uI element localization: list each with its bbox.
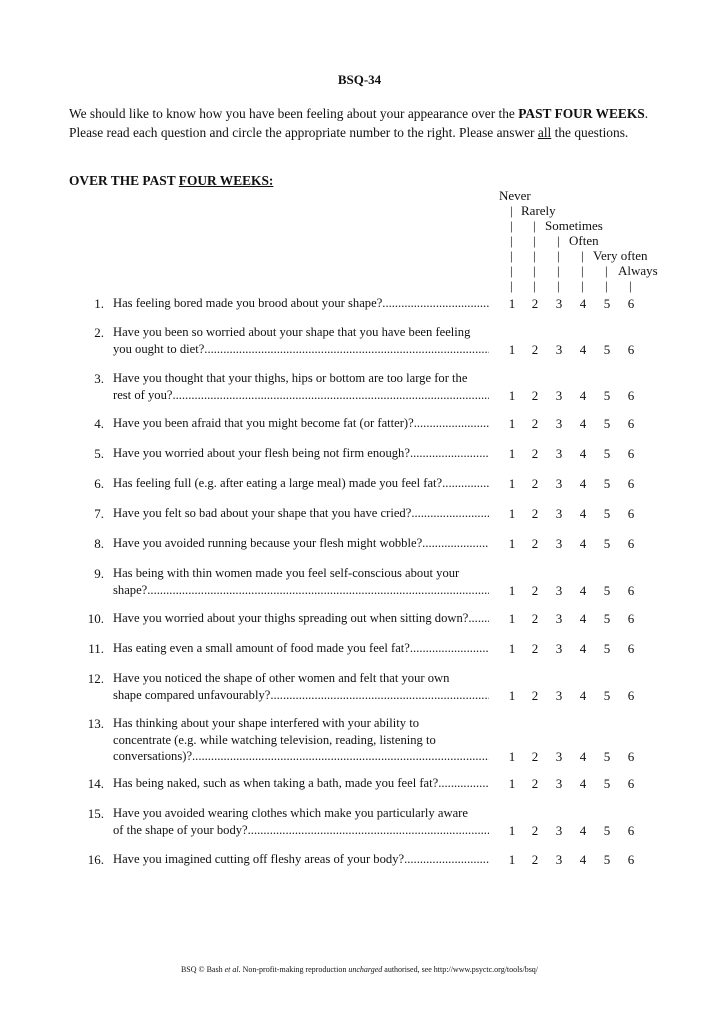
answer-option-4: 4 bbox=[579, 822, 587, 838]
question-number: 3. bbox=[94, 371, 104, 386]
scale-separator: | bbox=[557, 248, 560, 263]
answer-option-6: 6 bbox=[627, 776, 635, 791]
question-text: Have you been afraid that you might become fat (or fatter)? ..... bbox=[113, 416, 489, 431]
question-text: shape? ..... bbox=[113, 583, 489, 598]
answer-option-3: 3 bbox=[555, 852, 563, 867]
scale-label-very-often: Very often bbox=[593, 248, 648, 263]
footer-text-2: Non-profit-making reproduction bbox=[240, 965, 349, 974]
scale-separator: | bbox=[557, 233, 560, 248]
answer-option-1: 1 bbox=[508, 416, 516, 431]
question-number: 6. bbox=[94, 476, 104, 491]
answer-option-5: 5 bbox=[603, 611, 611, 626]
answer-option-1: 1 bbox=[508, 776, 516, 791]
scale-separator: | bbox=[581, 263, 584, 278]
question-number: 7. bbox=[94, 506, 104, 521]
question-number: 9. bbox=[94, 566, 104, 581]
scale-label-sometimes: Sometimes bbox=[545, 218, 603, 233]
answer-option-5: 5 bbox=[603, 416, 611, 431]
scale-separator: | bbox=[581, 248, 584, 263]
question-number: 1. bbox=[94, 296, 104, 311]
answer-option-3: 3 bbox=[555, 387, 563, 403]
answer-option-5: 5 bbox=[603, 582, 611, 598]
question-number: 4. bbox=[94, 416, 104, 431]
question-text: Have you avoided wearing clothes which make you particularly aware bbox=[113, 806, 468, 820]
intro-text-3: the questions. bbox=[551, 125, 629, 140]
answer-option-3: 3 bbox=[555, 611, 563, 626]
question-text: you ought to diet? ..... bbox=[113, 342, 489, 357]
question-text: shape compared unfavourably? ..... bbox=[113, 688, 489, 703]
scale-separator: | bbox=[533, 233, 536, 248]
answer-option-2: 2 bbox=[531, 582, 539, 598]
answer-option-5: 5 bbox=[603, 822, 611, 838]
answer-option-3: 3 bbox=[555, 446, 563, 461]
scale-separator: | bbox=[533, 218, 536, 233]
answer-option-1: 1 bbox=[508, 536, 516, 551]
answer-option-1: 1 bbox=[508, 822, 516, 838]
question-text: Have you avoided running because your flesh might wobble? ..... bbox=[113, 536, 489, 551]
answer-option-6: 6 bbox=[627, 687, 635, 703]
answer-option-4: 4 bbox=[579, 387, 587, 403]
answer-option-1: 1 bbox=[508, 749, 516, 764]
answer-option-5: 5 bbox=[603, 749, 611, 764]
footer-text-1: BSQ © Bash bbox=[180, 965, 225, 974]
scale-separator: | bbox=[581, 278, 584, 293]
scale-label-never: Never bbox=[499, 188, 531, 203]
copyright-footer bbox=[0, 965, 719, 974]
answer-option-5: 5 bbox=[603, 387, 611, 403]
scale-separator: | bbox=[605, 278, 608, 293]
answer-option-1: 1 bbox=[508, 446, 516, 461]
answer-option-1: 1 bbox=[508, 611, 516, 626]
answer-option-3: 3 bbox=[555, 822, 563, 838]
scale-separator: | bbox=[510, 263, 513, 278]
answer-option-1: 1 bbox=[508, 506, 516, 521]
question-number: 5. bbox=[94, 446, 104, 461]
answer-option-3: 3 bbox=[555, 296, 563, 311]
answer-option-5: 5 bbox=[603, 687, 611, 703]
answer-option-6: 6 bbox=[627, 536, 635, 551]
answer-option-4: 4 bbox=[579, 776, 587, 791]
question-number: 16. bbox=[87, 852, 104, 867]
answer-option-3: 3 bbox=[555, 687, 563, 703]
scale-separator: | bbox=[533, 248, 536, 263]
answer-option-3: 3 bbox=[555, 416, 563, 431]
intro-underlined-all: all bbox=[537, 125, 552, 140]
section-heading-underlined: FOUR WEEKS: bbox=[178, 173, 274, 188]
answer-option-6: 6 bbox=[627, 341, 635, 357]
scale-separator: | bbox=[510, 233, 513, 248]
question-text: Have you worried about your flesh being not firm enough? ..... bbox=[113, 446, 489, 461]
answer-option-2: 2 bbox=[531, 476, 539, 491]
question-number: 10. bbox=[87, 611, 104, 626]
answer-option-5: 5 bbox=[603, 341, 611, 357]
answer-option-4: 4 bbox=[579, 476, 587, 491]
answer-option-6: 6 bbox=[627, 852, 635, 867]
question-text: Have you imagined cutting off fleshy areas of your body? ..... bbox=[113, 852, 489, 867]
answer-option-4: 4 bbox=[579, 852, 587, 867]
answer-option-4: 4 bbox=[579, 341, 587, 357]
answer-option-4: 4 bbox=[579, 641, 587, 656]
answer-option-5: 5 bbox=[603, 536, 611, 551]
answer-option-2: 2 bbox=[531, 416, 539, 431]
answer-option-6: 6 bbox=[627, 611, 635, 626]
answer-option-6: 6 bbox=[627, 582, 635, 598]
answer-option-1: 1 bbox=[508, 641, 516, 656]
answer-option-3: 3 bbox=[555, 749, 563, 764]
answer-option-4: 4 bbox=[579, 687, 587, 703]
answer-option-2: 2 bbox=[531, 641, 539, 656]
question-text: of the shape of your body? ..... bbox=[113, 823, 489, 838]
intro-bold-period: PAST FOUR WEEKS bbox=[518, 106, 645, 121]
question-text: conversations)? ..... bbox=[113, 749, 489, 764]
question-number: 14. bbox=[87, 776, 104, 791]
answer-option-5: 5 bbox=[603, 476, 611, 491]
scale-separator: | bbox=[629, 278, 632, 293]
answer-option-5: 5 bbox=[603, 446, 611, 461]
section-heading bbox=[69, 173, 273, 189]
answer-option-6: 6 bbox=[627, 416, 635, 431]
intro-paragraph bbox=[69, 104, 659, 142]
footer-text-3: authorised, see http://www.psyctc.org/tools/bsq/ bbox=[382, 965, 539, 974]
answer-option-6: 6 bbox=[627, 641, 635, 656]
scale-separator: | bbox=[510, 218, 513, 233]
scale-separator: | bbox=[605, 263, 608, 278]
answer-option-4: 4 bbox=[579, 296, 587, 311]
answer-option-2: 2 bbox=[531, 536, 539, 551]
question-number: 11. bbox=[88, 641, 104, 656]
intro-text-1: We should like to know how you have been feeling about your appearance over the bbox=[69, 106, 519, 121]
answer-option-5: 5 bbox=[603, 296, 611, 311]
footer-italic-1: et al. bbox=[224, 965, 241, 974]
scale-separator: | bbox=[557, 278, 560, 293]
question-text: rest of you? ..... bbox=[113, 388, 489, 403]
answer-option-4: 4 bbox=[579, 611, 587, 626]
answer-option-2: 2 bbox=[531, 506, 539, 521]
question-number: 2. bbox=[94, 325, 104, 340]
answer-option-2: 2 bbox=[531, 611, 539, 626]
answer-option-2: 2 bbox=[531, 749, 539, 764]
answer-option-2: 2 bbox=[531, 852, 539, 867]
question-number: 15. bbox=[87, 806, 104, 821]
answer-option-5: 5 bbox=[603, 852, 611, 867]
scale-separator: | bbox=[510, 278, 513, 293]
answer-option-5: 5 bbox=[603, 776, 611, 791]
answer-option-3: 3 bbox=[555, 641, 563, 656]
question-text: Has thinking about your shape interfered with your ability to bbox=[113, 716, 420, 730]
answer-option-3: 3 bbox=[555, 341, 563, 357]
answer-option-6: 6 bbox=[627, 446, 635, 461]
question-text: Has eating even a small amount of food made you feel fat? ..... bbox=[113, 641, 489, 656]
footer-italic-2: uncharged bbox=[348, 965, 383, 974]
scale-label-always: Always bbox=[618, 263, 658, 278]
answer-option-1: 1 bbox=[508, 296, 516, 311]
question-text: Have you thought that your thighs, hips or bottom are too large for the bbox=[113, 371, 468, 385]
section-heading-prefix: OVER THE PAST bbox=[69, 173, 179, 188]
answer-option-2: 2 bbox=[531, 822, 539, 838]
answer-option-6: 6 bbox=[627, 387, 635, 403]
answer-option-2: 2 bbox=[531, 446, 539, 461]
answer-option-2: 2 bbox=[531, 341, 539, 357]
answer-option-2: 2 bbox=[531, 387, 539, 403]
answer-option-1: 1 bbox=[508, 476, 516, 491]
answer-option-4: 4 bbox=[579, 536, 587, 551]
question-number: 13. bbox=[87, 716, 104, 731]
answer-option-3: 3 bbox=[555, 582, 563, 598]
answer-option-1: 1 bbox=[508, 687, 516, 703]
answer-option-4: 4 bbox=[579, 749, 587, 764]
scale-label-often: Often bbox=[569, 233, 599, 248]
answer-option-5: 5 bbox=[603, 641, 611, 656]
answer-option-1: 1 bbox=[508, 387, 516, 403]
scale-separator: | bbox=[510, 203, 513, 218]
question-text: Has being naked, such as when taking a bath, made you feel fat? ..... bbox=[113, 776, 489, 791]
question-text: Have you been so worried about your shape that you have been feeling bbox=[113, 325, 471, 339]
scale-separator: | bbox=[533, 263, 536, 278]
answer-option-6: 6 bbox=[627, 822, 635, 838]
answer-option-2: 2 bbox=[531, 296, 539, 311]
answer-option-4: 4 bbox=[579, 582, 587, 598]
answer-option-4: 4 bbox=[579, 416, 587, 431]
question-text: Has feeling bored made you brood about your shape? ..... bbox=[113, 296, 489, 311]
question-text: Has being with thin women made you feel self-conscious about your bbox=[113, 566, 460, 580]
answer-option-3: 3 bbox=[555, 476, 563, 491]
question-number: 8. bbox=[94, 536, 104, 551]
answer-option-1: 1 bbox=[508, 582, 516, 598]
answer-option-3: 3 bbox=[555, 536, 563, 551]
answer-option-6: 6 bbox=[627, 476, 635, 491]
scale-separator: | bbox=[510, 248, 513, 263]
scale-separator: | bbox=[557, 263, 560, 278]
answer-option-4: 4 bbox=[579, 506, 587, 521]
answer-option-4: 4 bbox=[579, 446, 587, 461]
answer-option-2: 2 bbox=[531, 776, 539, 791]
answer-option-3: 3 bbox=[555, 776, 563, 791]
question-text: concentrate (e.g. while watching television, reading, listening to bbox=[113, 732, 436, 747]
answer-option-1: 1 bbox=[508, 341, 516, 357]
answer-option-6: 6 bbox=[627, 749, 635, 764]
intro-text-2: . Please read each question and circle the appropriate number to the right. Please answer bbox=[69, 106, 649, 140]
answer-option-2: 2 bbox=[531, 687, 539, 703]
answer-option-1: 1 bbox=[508, 852, 516, 867]
question-text: Has feeling full (e.g. after eating a large meal) made you feel fat? ..... bbox=[113, 476, 489, 491]
answer-option-6: 6 bbox=[627, 296, 635, 311]
answer-option-5: 5 bbox=[603, 506, 611, 521]
question-number: 12. bbox=[87, 671, 104, 686]
scale-label-rarely: Rarely bbox=[521, 203, 556, 218]
answer-option-6: 6 bbox=[627, 506, 635, 521]
question-text: Have you noticed the shape of other women and felt that your own bbox=[113, 671, 450, 685]
question-text: Have you worried about your thighs spreading out when sitting down? ..... bbox=[113, 611, 489, 626]
answer-option-3: 3 bbox=[555, 506, 563, 521]
page-title: BSQ-34 bbox=[337, 72, 382, 87]
question-text: Have you felt so bad about your shape that you have cried? ..... bbox=[113, 506, 489, 521]
scale-separator: | bbox=[533, 278, 536, 293]
